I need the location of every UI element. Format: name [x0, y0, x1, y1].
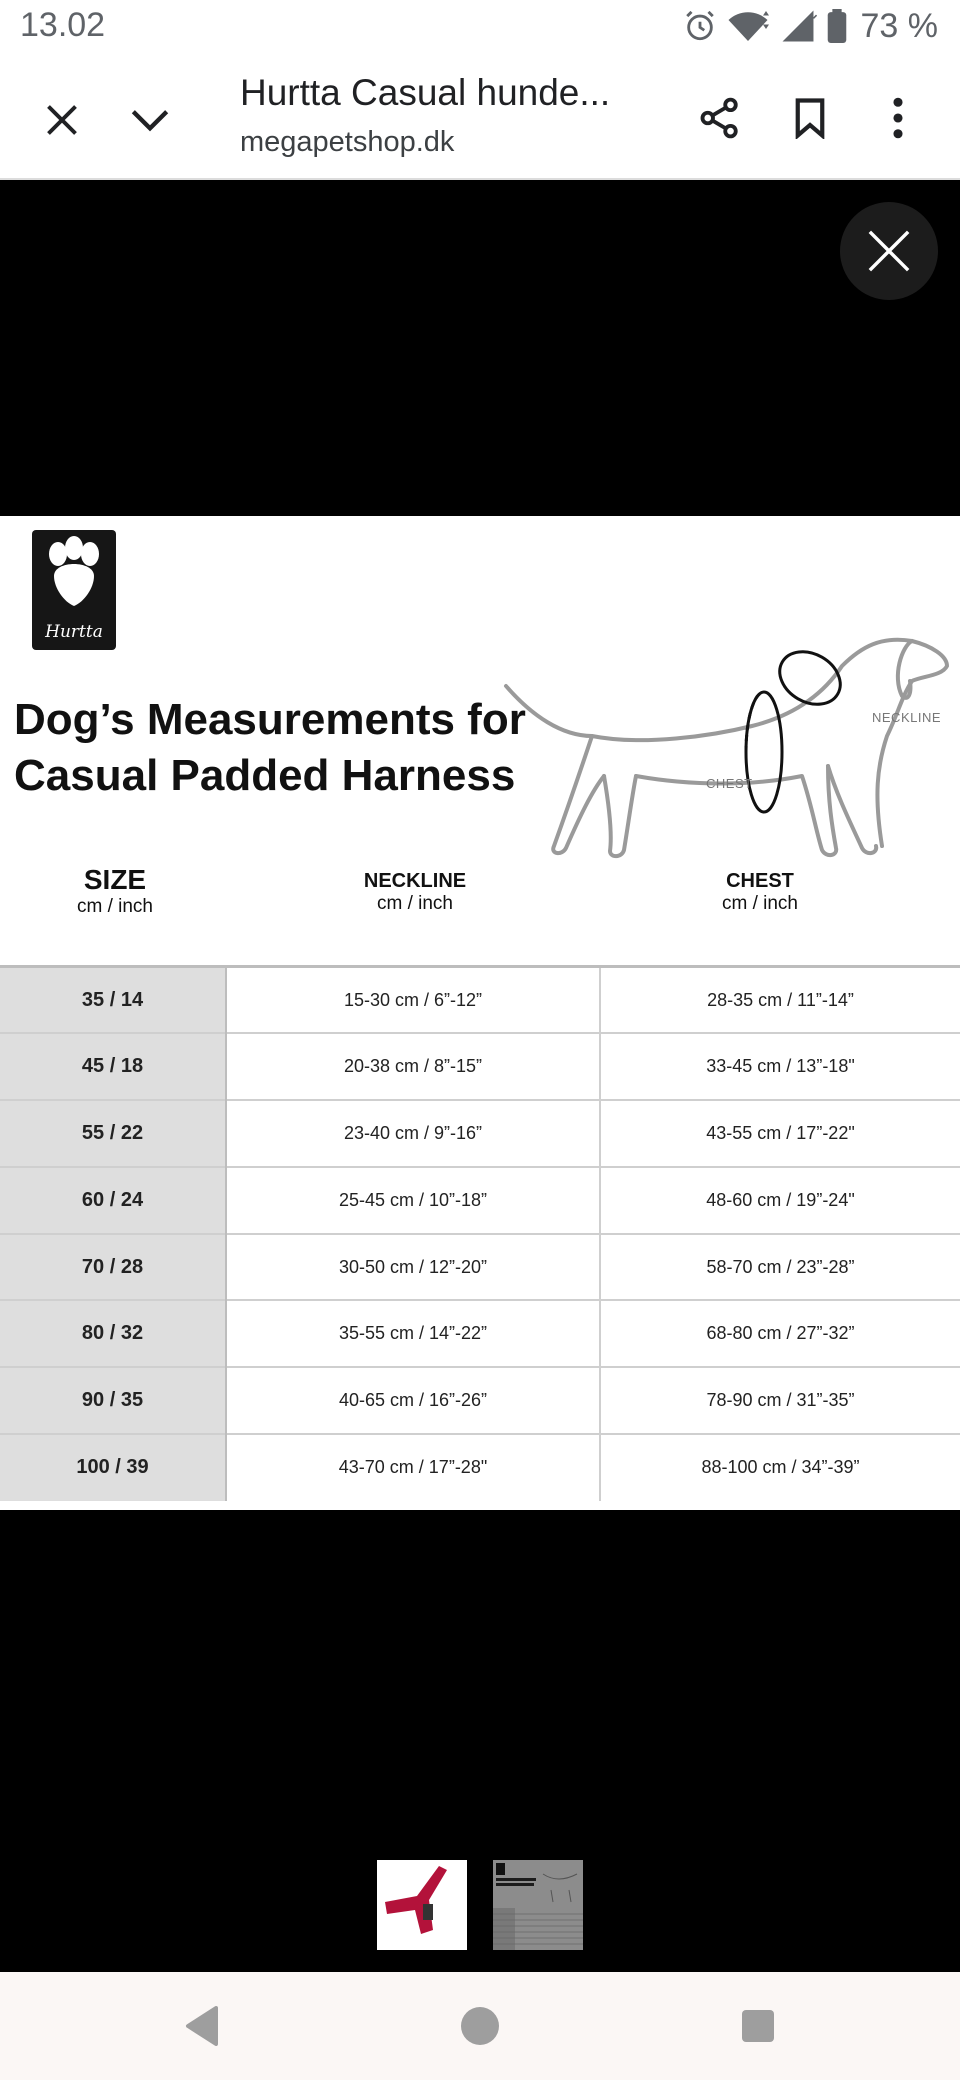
chart-headline	[14, 692, 526, 804]
size-cell: 100 / 39	[0, 1434, 226, 1501]
custom-tab-toolbar	[0, 52, 960, 180]
logo-text: Hurtta	[45, 622, 103, 642]
size-cell: 80 / 32	[0, 1300, 226, 1367]
neckline-cell: 20-38 cm / 8”-15”	[226, 1033, 600, 1100]
more-options-button[interactable]	[866, 86, 930, 150]
back-button[interactable]	[178, 2002, 226, 2050]
system-navigation-bar	[0, 1972, 960, 2080]
home-circle-icon	[460, 2006, 500, 2046]
share-button[interactable]	[688, 86, 752, 150]
size-column-header	[40, 864, 190, 918]
headline-line-2: Casual Padded Harness	[14, 751, 516, 800]
close-tab-button[interactable]	[30, 88, 94, 152]
neckline-cell: 35-55 cm / 14”-22”	[226, 1300, 600, 1367]
table-row	[0, 1033, 960, 1100]
recents-button[interactable]	[734, 2002, 782, 2050]
alarm-icon	[683, 9, 717, 43]
neckline-cell: 30-50 cm / 12”-20”	[226, 1234, 600, 1301]
size-table	[0, 965, 960, 1501]
neckline-column-header	[310, 870, 520, 915]
paw-icon	[32, 536, 116, 616]
close-icon	[866, 228, 912, 274]
neckline-unit: cm / inch	[376, 893, 454, 914]
table-row	[0, 1300, 960, 1367]
table-row	[0, 967, 960, 1034]
status-time: 13.02	[20, 6, 106, 44]
chevron-down-icon	[130, 107, 170, 133]
size-cell: 60 / 24	[0, 1167, 226, 1234]
table-row	[0, 1100, 960, 1167]
chest-cell: 43-55 cm / 17”-22"	[600, 1100, 960, 1167]
size-cell: 35 / 14	[0, 967, 226, 1034]
close-viewer-button[interactable]	[840, 202, 938, 300]
signal-icon	[779, 9, 817, 43]
status-icons	[683, 4, 939, 48]
close-icon	[44, 102, 80, 138]
recents-square-icon	[740, 2008, 776, 2044]
neckline-cell: 43-70 cm / 17”-28"	[226, 1434, 600, 1501]
neckline-cell: 25-45 cm / 10”-18”	[226, 1167, 600, 1234]
neckline-cell: 23-40 cm / 9”-16”	[226, 1100, 600, 1167]
neckline-cell: 40-65 cm / 16”-26”	[226, 1367, 600, 1434]
share-icon	[699, 96, 741, 140]
table-row	[0, 1434, 960, 1501]
table-row	[0, 1167, 960, 1234]
dog-measurement-diagram	[492, 586, 952, 876]
minimize-button[interactable]	[118, 88, 182, 152]
battery-icon	[827, 9, 847, 43]
size-cell: 45 / 18	[0, 1033, 226, 1100]
bookmark-button[interactable]	[778, 86, 842, 150]
back-triangle-icon	[184, 2006, 220, 2046]
size-cell: 90 / 35	[0, 1367, 226, 1434]
chest-diagram-label: CHEST	[706, 776, 753, 791]
hurtta-logo	[32, 530, 116, 650]
chest-cell: 58-70 cm / 23”-28”	[600, 1234, 960, 1301]
chest-cell: 48-60 cm / 19”-24"	[600, 1167, 960, 1234]
chest-cell: 68-80 cm / 27”-32”	[600, 1300, 960, 1367]
neckline-cell: 15-30 cm / 6”-12”	[226, 967, 600, 1034]
chest-cell: 28-35 cm / 11”-14”	[600, 967, 960, 1034]
chest-unit: cm / inch	[721, 893, 799, 914]
status-bar	[0, 0, 960, 52]
table-row	[0, 1234, 960, 1301]
size-unit: cm / inch	[76, 896, 154, 917]
wifi-icon	[727, 9, 769, 43]
size-chart-image	[0, 516, 960, 1510]
neckline-heading: NECKLINE	[363, 870, 467, 892]
image-viewer	[0, 180, 960, 1972]
neckline-diagram-label: NECKLINE	[872, 710, 942, 725]
thumbnail-harness-photo[interactable]	[377, 1860, 467, 1950]
thumbnail-size-chart[interactable]	[493, 1860, 583, 1950]
bookmark-icon	[793, 97, 827, 139]
page-url: megapetshop.dk	[240, 126, 455, 158]
page-title: Hurtta Casual hunde...	[240, 72, 611, 113]
harness-image	[377, 1860, 467, 1950]
measurement-rings	[492, 586, 952, 876]
more-vert-icon	[892, 97, 904, 139]
headline-line-1: Dog’s Measurements for	[14, 695, 526, 744]
chest-cell: 33-45 cm / 13”-18"	[600, 1033, 960, 1100]
size-cell: 70 / 28	[0, 1234, 226, 1301]
chest-cell: 88-100 cm / 34”-39”	[600, 1434, 960, 1501]
size-heading: SIZE	[83, 864, 147, 895]
size-cell: 55 / 22	[0, 1100, 226, 1167]
thumbnail-strip	[0, 1860, 960, 1952]
size-chart-thumb-image	[493, 1860, 583, 1950]
chest-column-header	[680, 870, 840, 915]
chest-cell: 78-90 cm / 31”-35”	[600, 1367, 960, 1434]
table-row	[0, 1367, 960, 1434]
home-button[interactable]	[456, 2002, 504, 2050]
battery-percent: 73 %	[860, 6, 938, 45]
chest-heading: CHEST	[726, 870, 794, 892]
